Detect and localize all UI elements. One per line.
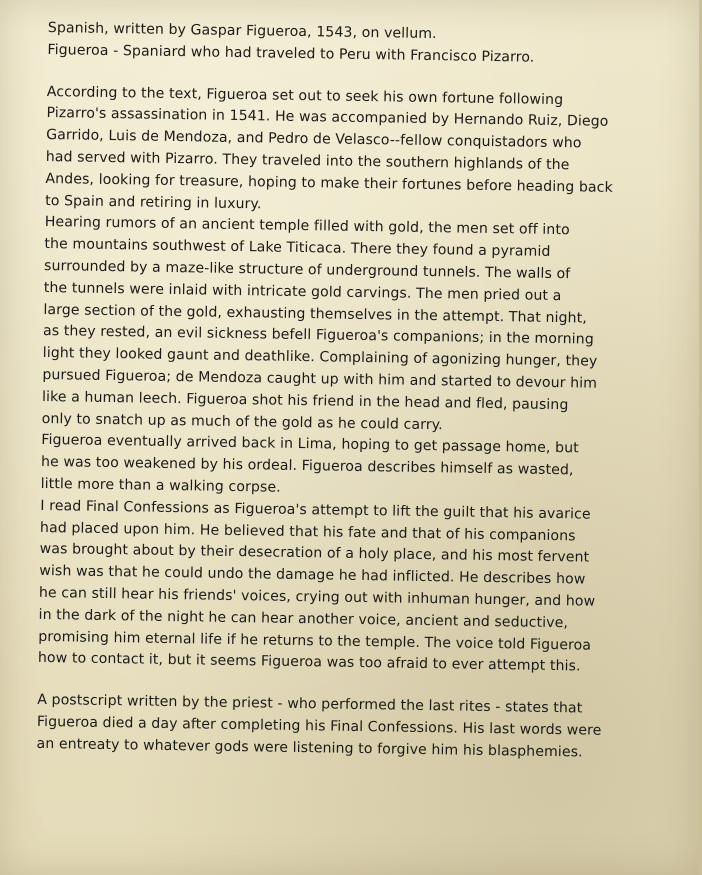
- text-line: Pizarro's assassination in 1541. He was accompanied by Hernando Ruiz, Diego: [46, 105, 609, 131]
- text-line: only to snatch up as much of the gold as he could carry.: [41, 410, 443, 433]
- text-line: had placed upon him. He believed that his fate and that of his companions: [39, 519, 576, 544]
- text-line: promising him eternal life if he returns to the temple. The voice told Figueroa: [38, 628, 592, 654]
- text-line: how to contact it, but it seems Figueroa was too afraid to ever attempt this.: [37, 650, 581, 675]
- text-line: the tunnels were inlaid with intricate gold carvings. The men pried out a: [43, 279, 562, 304]
- text-line: in the dark of the night he can hear another voice, ancient and seductive,: [38, 606, 569, 631]
- text-line: an entreaty to whatever gods were listening to forgive him his blasphemies.: [36, 735, 583, 761]
- text-line: he can still hear his friends' voices, crying out with inhuman hunger, and how: [38, 584, 596, 610]
- document-text: [36, 18, 681, 765]
- text-line: as they rested, an evil sickness befell Figueroa's companions; in the morning: [42, 323, 594, 348]
- text-line: Andes, looking for treasure, hoping to make their fortunes before heading back: [45, 170, 613, 196]
- text-line: Hearing rumors of an ancient temple filled with gold, the men set off into: [44, 214, 570, 239]
- text-line: to Spain and retiring in luxury.: [45, 192, 262, 212]
- text-line: wish was that he could undo the damage he had inflicted. He describes how: [39, 563, 586, 588]
- text-line: little more than a walking corpse.: [40, 475, 281, 496]
- text-line: Garrido, Luis de Mendoza, and Pedro de Velasco--fellow conquistadors who: [46, 127, 582, 152]
- text-line: was brought about by their desecration of a holy place, and his most fervent: [39, 541, 590, 566]
- text-line: the mountains southwest of Lake Titicaca. There they found a pyramid: [44, 236, 551, 261]
- text-line: I read Final Confessions as Figueroa's attempt to lift the guilt that his avarice: [40, 497, 591, 523]
- text-line: large section of the gold, exhausting themselves in the attempt. That night,: [43, 301, 587, 327]
- text-line: he was too weakened by his ordeal. Figueroa describes himself as wasted,: [40, 454, 574, 479]
- text-line: light they looked gaunt and deathlike. Complaining of agonizing hunger, they: [42, 345, 598, 370]
- body-block: [38, 82, 680, 680]
- text-line: pursued Figueroa; de Mendoza caught up with him and started to devour him: [42, 366, 598, 392]
- postscript-block: [36, 690, 670, 765]
- text-line: A postscript written by the priest - who performed the last rites - states that: [37, 692, 583, 717]
- text-line: According to the text, Figueroa set out to seek his own fortune following: [46, 83, 564, 108]
- text-line: Figueroa died a day after completing his Final Confessions. His last words were: [36, 713, 602, 739]
- text-line: had served with Pizarro. They traveled into the southern highlands of the: [45, 148, 570, 174]
- text-line: like a human leech. Figueroa shot his friend in the head and fled, pausing: [41, 388, 569, 413]
- text-line: Figueroa - Spaniard who had traveled to Peru with Francisco Pizarro.: [47, 41, 535, 66]
- text-line: Spanish, written by Gaspar Figueroa, 1543, on vellum.: [47, 19, 437, 43]
- text-line: surrounded by a maze-like structure of underground tunnels. The walls of: [43, 257, 571, 283]
- text-line: Figueroa eventually arrived back in Lima, hoping to get passage home, but: [41, 432, 579, 457]
